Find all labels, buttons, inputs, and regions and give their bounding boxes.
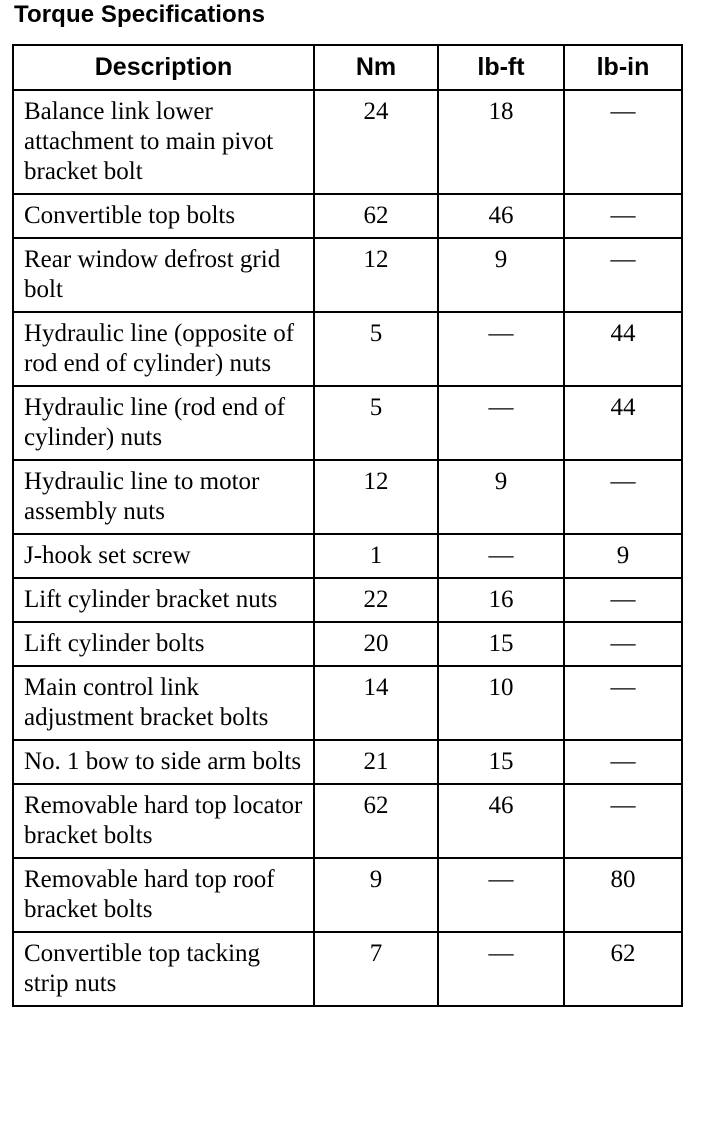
- cell-lb-ft: 9: [438, 238, 564, 312]
- cell-lb-in: —: [564, 90, 682, 194]
- cell-lb-ft: 46: [438, 784, 564, 858]
- cell-lb-ft: —: [438, 312, 564, 386]
- cell-nm: 21: [314, 740, 438, 784]
- table-row: [13, 194, 682, 238]
- cell-lb-in: —: [564, 740, 682, 784]
- cell-nm: 5: [314, 312, 438, 386]
- cell-lb-ft: 46: [438, 194, 564, 238]
- cell-lb-ft: —: [438, 534, 564, 578]
- cell-nm: 22: [314, 578, 438, 622]
- cell-lb-in: 44: [564, 386, 682, 460]
- cell-description: J-hook set screw: [13, 534, 314, 578]
- cell-lb-ft: —: [438, 858, 564, 932]
- table-header-row: [13, 45, 682, 90]
- cell-lb-in: —: [564, 622, 682, 666]
- cell-description: No. 1 bow to side arm bolts: [13, 740, 314, 784]
- cell-nm: 9: [314, 858, 438, 932]
- page-title: Torque Specifications: [14, 1, 266, 28]
- cell-description: Rear window defrost grid bolt: [13, 238, 314, 312]
- cell-nm: 62: [314, 194, 438, 238]
- cell-description: Hydraulic line (rod end of cylinder) nuts: [13, 386, 314, 460]
- cell-nm: 24: [314, 90, 438, 194]
- cell-nm: 62: [314, 784, 438, 858]
- cell-description: Removable hard top roof bracket bolts: [13, 858, 314, 932]
- cell-lb-ft: —: [438, 386, 564, 460]
- table-row: [13, 784, 682, 858]
- cell-lb-in: —: [564, 238, 682, 312]
- header-description: Description: [13, 45, 314, 90]
- cell-lb-ft: 10: [438, 666, 564, 740]
- table-row: [13, 740, 682, 784]
- cell-description: Convertible top tacking strip nuts: [13, 932, 314, 1006]
- cell-lb-ft: 9: [438, 460, 564, 534]
- cell-lb-in: 80: [564, 858, 682, 932]
- table-row: [13, 312, 682, 386]
- cell-nm: 12: [314, 460, 438, 534]
- cell-lb-ft: 16: [438, 578, 564, 622]
- table-row: [13, 534, 682, 578]
- cell-lb-ft: 18: [438, 90, 564, 194]
- cell-nm: 12: [314, 238, 438, 312]
- cell-description: Lift cylinder bolts: [13, 622, 314, 666]
- table-row: [13, 666, 682, 740]
- table-row: [13, 238, 682, 312]
- table-row: [13, 386, 682, 460]
- cell-lb-in: —: [564, 194, 682, 238]
- header-lb-in: lb-in: [564, 45, 682, 90]
- cell-description: Hydraulic line to motor assembly nuts: [13, 460, 314, 534]
- cell-description: Convertible top bolts: [13, 194, 314, 238]
- cell-description: Lift cylinder bracket nuts: [13, 578, 314, 622]
- table-row: [13, 622, 682, 666]
- cell-lb-in: 62: [564, 932, 682, 1006]
- cell-lb-in: 9: [564, 534, 682, 578]
- cell-lb-ft: 15: [438, 740, 564, 784]
- cell-lb-ft: 15: [438, 622, 564, 666]
- cell-description: Main control link adjustment bracket bolts: [13, 666, 314, 740]
- cell-description: Hydraulic line (opposite of rod end of cylinder) nuts: [13, 312, 314, 386]
- torque-specifications-table: [12, 44, 683, 1007]
- cell-lb-in: —: [564, 784, 682, 858]
- cell-nm: 20: [314, 622, 438, 666]
- header-lb-ft: lb-ft: [438, 45, 564, 90]
- cell-lb-in: —: [564, 666, 682, 740]
- header-nm: Nm: [314, 45, 438, 90]
- table-row: [13, 460, 682, 534]
- cell-nm: 14: [314, 666, 438, 740]
- table-row: [13, 858, 682, 932]
- cell-lb-in: —: [564, 460, 682, 534]
- cell-lb-in: 44: [564, 312, 682, 386]
- table-row: [13, 932, 682, 1006]
- table-row: [13, 90, 682, 194]
- cell-description: Balance link lower attachment to main pivot bracket bolt: [13, 90, 314, 194]
- cell-nm: 7: [314, 932, 438, 1006]
- table-row: [13, 578, 682, 622]
- cell-description: Removable hard top locator bracket bolts: [13, 784, 314, 858]
- cell-lb-ft: —: [438, 932, 564, 1006]
- cell-nm: 5: [314, 386, 438, 460]
- cell-lb-in: —: [564, 578, 682, 622]
- cell-nm: 1: [314, 534, 438, 578]
